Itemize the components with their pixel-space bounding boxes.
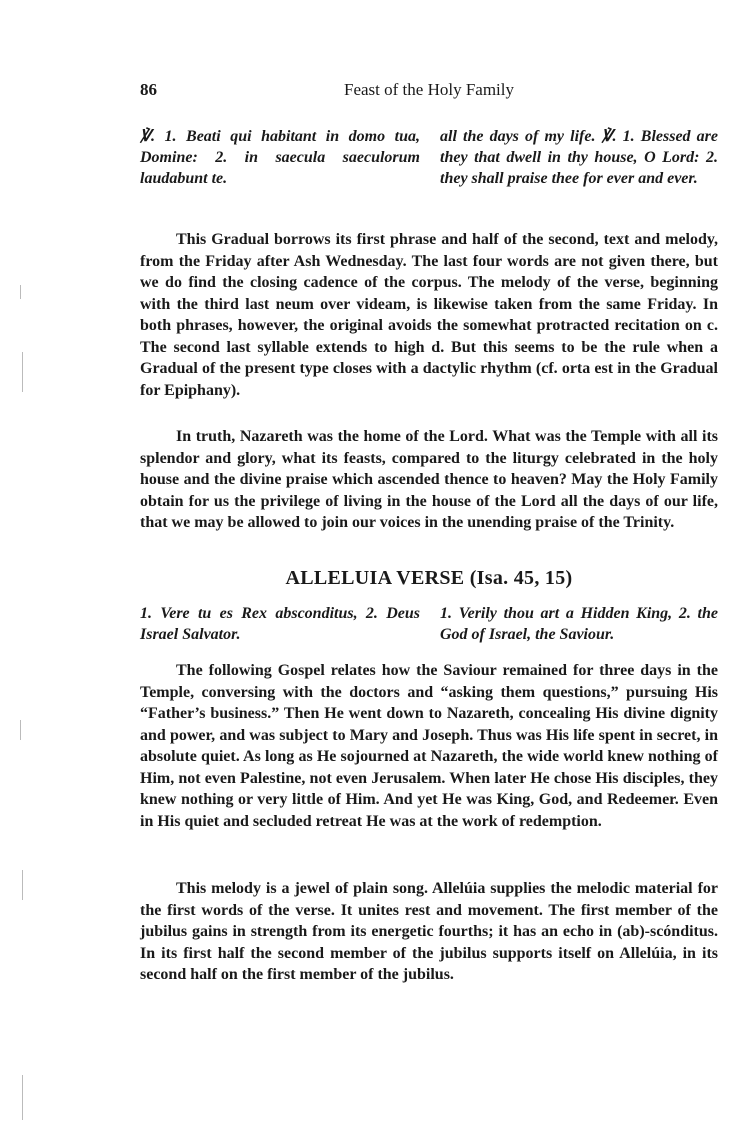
- gradual-verse: [140, 126, 718, 189]
- page-header: [140, 80, 718, 104]
- paragraph-gospel: The following Gospel relates how the Saviour remained for three days in the Temple, conversing with the doctors and “asking them questions,” pursuing His “Father’s business.” Then He went down to Nazareth, concealing His divine dignity and power, and was subject to Mary and Joseph. Thus was His life spent in secret, in absolute quiet. As long as He sojourned at Nazareth, the wide world knew nothing of Him, not even Palestine, not even Jerusalem. When later He chose His disciples, they knew nothing or very little of Him. And yet He was King, God, and Redeemer. Even in His quiet and secluded retreat He was at the work of redemption.: [140, 662, 718, 830]
- scan-mark: [22, 1075, 23, 1120]
- paragraph-nazareth: In truth, Nazareth was the home of the Lord. What was the Temple with all its splendor and glory, what its feasts, compared to the liturgy celebrated in the holy house and the divine praise which ascended thence to heaven? May the Holy Family obtain for us the privilege of living in the house of the Lord all the days of our life, that we may be allowed to join our voices in the unending praise of the Trinity.: [140, 428, 718, 531]
- scan-mark: [22, 352, 23, 392]
- alleluia-verse: [140, 603, 718, 645]
- running-title: Feast of the Holy Family: [344, 80, 514, 99]
- scan-mark: [20, 285, 21, 299]
- alleluia-latin: 1. Vere tu es Rex absconditus, 2. Deus Israel Salvator.: [140, 605, 420, 643]
- gradual-latin: ℣. 1. Beati qui habitant in domo tua, Domine: 2. in saecula saeculorum laudabunt te.: [140, 128, 420, 187]
- paragraph-melody: This melody is a jewel of plain song. Allelúia supplies the melodic material for the first words of the verse. It unites rest and movement. The first member of the jubilus gains in strength from its energetic fourths; it has an echo in (ab)-scónditus. In its first half the second member of the jubilus supports itself on Allelúia, in its second half on the first member of the jubilus.: [140, 880, 718, 983]
- scan-mark: [20, 720, 21, 740]
- alleluia-english: 1. Verily thou art a Hidden King, 2. the God of Israel, the Saviour.: [440, 605, 718, 643]
- paragraph-gradual-commentary: This Gradual borrows its first phrase and half of the second, text and melody, from the Friday after Ash Wednesday. The last four words are not given there, but we do find the closing cadence of the corpus. The melody of the verse, beginning with the third last neum over videam, is likewise taken from the same Friday. In both phrases, however, the original avoids the somewhat protracted recitation on c. The second last syllable extends to high d. But this seems to be the rule when a Gradual of the present type closes with a dactylic rhythm (cf. orta est in the Gradual for Epiphany).: [140, 231, 718, 399]
- gradual-english: all the days of my life. ℣. 1. Blessed are they that dwell in thy house, O Lord: 2. they shall praise thee for ever and ever.: [440, 128, 718, 187]
- page-number: 86: [140, 80, 157, 99]
- section-title-alleluia: ALLELUIA VERSE (Isa. 45, 15): [285, 567, 573, 589]
- scan-mark: [22, 870, 23, 900]
